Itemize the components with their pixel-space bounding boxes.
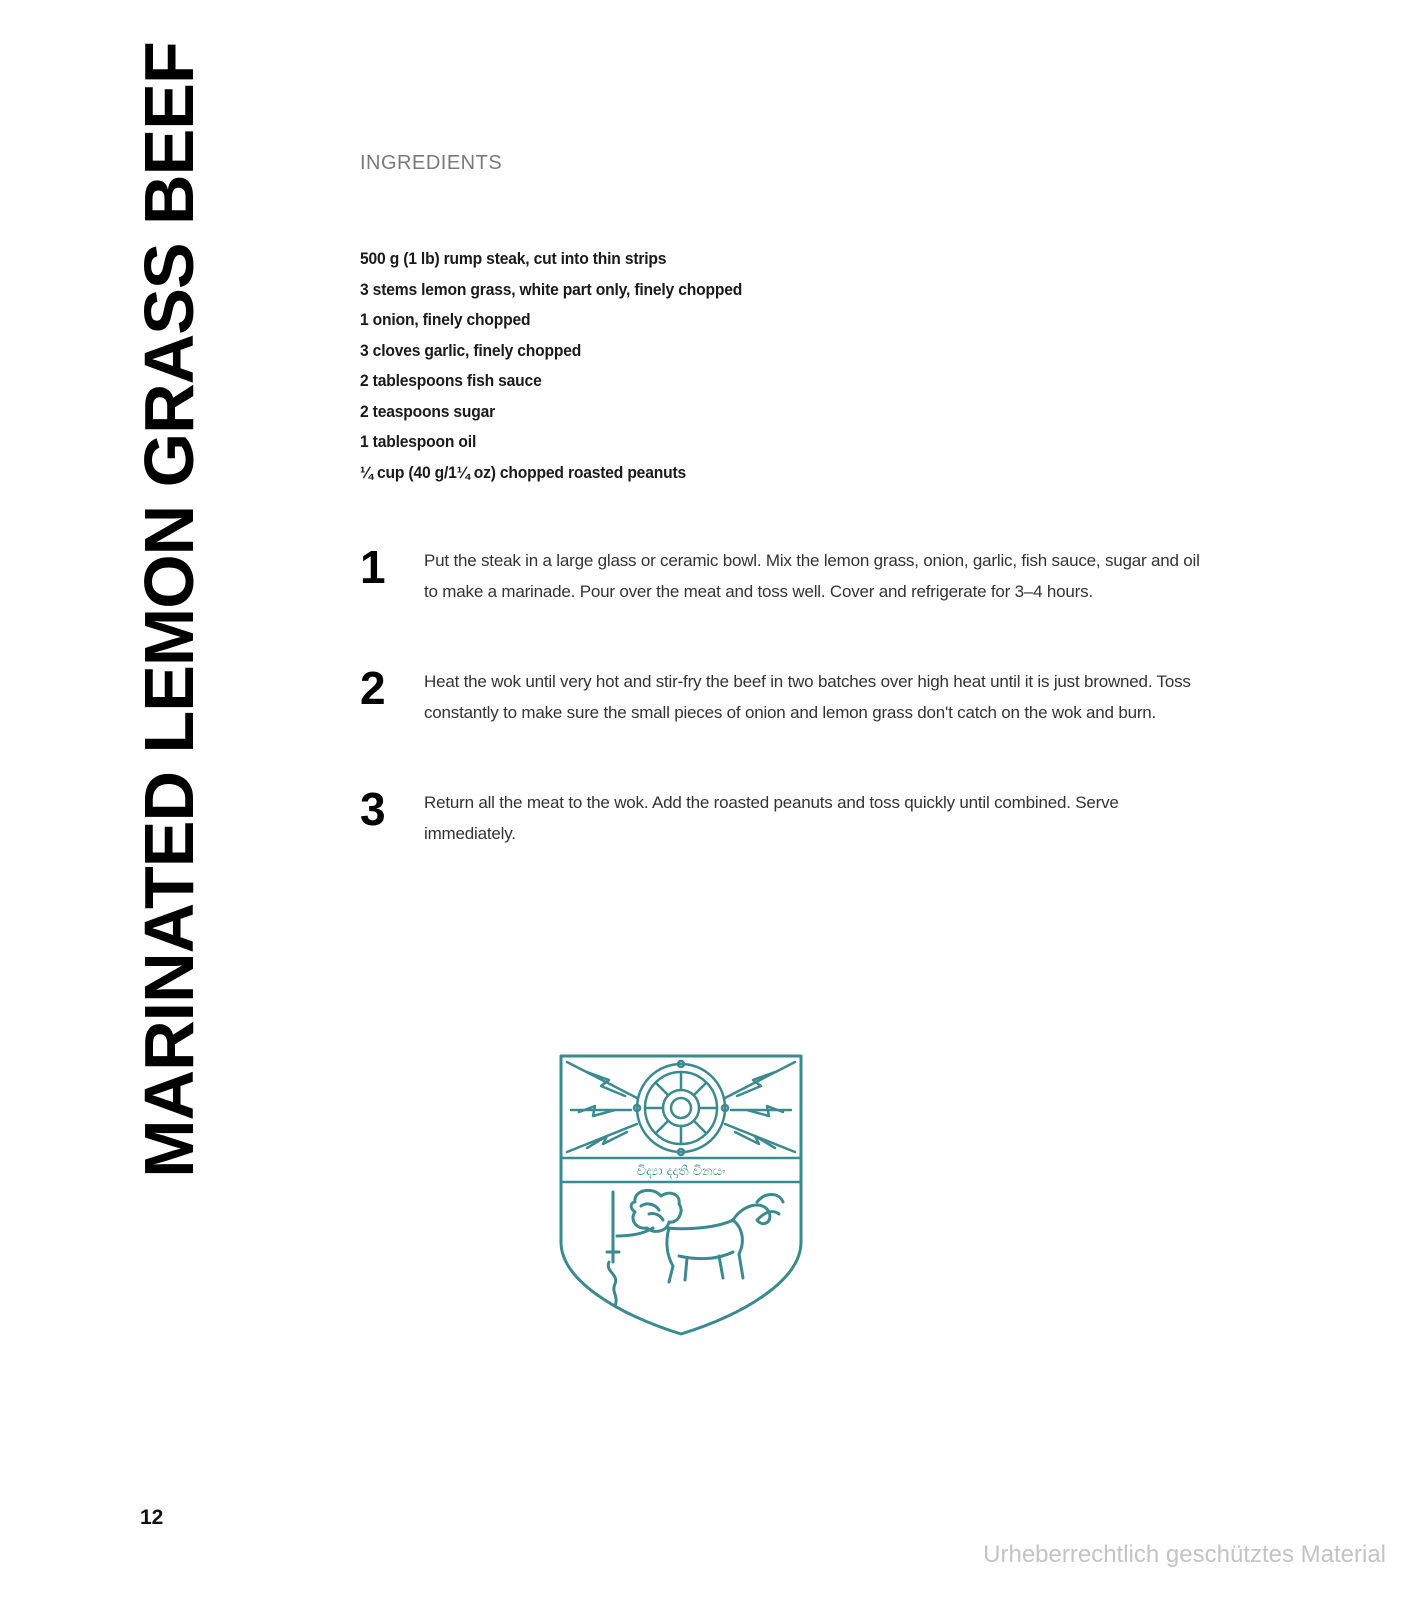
ingredient-item: 1 tablespoon oil bbox=[360, 432, 477, 451]
step-text: Return all the meat to the wok. Add the roasted peanuts and toss quickly until combined. Serve immediately. bbox=[424, 793, 1119, 843]
ingredient-item: 2 teaspoons sugar bbox=[360, 401, 496, 421]
page-number: 12 bbox=[140, 1506, 164, 1529]
ingredients-list bbox=[360, 244, 775, 488]
step-text: Put the steak in a large glass or ceramic bowl. Mix the lemon grass, onion, garlic, fish sauce, sugar and oil to make a marinade. Pour over the meat and toss well. Cover and refrigerate for 3–4 hours. bbox=[424, 551, 1200, 601]
ingredient-item: 3 cloves garlic, finely chopped bbox=[360, 340, 582, 360]
crest-emblem bbox=[557, 1052, 805, 1336]
ingredient-item: 1 onion, finely chopped bbox=[360, 310, 531, 329]
crest-motto: විද්‍යා දදාති විනයං bbox=[636, 1164, 726, 1179]
recipe-title: MARINATED LEMON GRASS BEEF bbox=[130, 41, 208, 1178]
step-number: 1 bbox=[360, 541, 386, 593]
step-number: 3 bbox=[360, 783, 386, 835]
ingredient-item: 3 stems lemon grass, white part only, finely chopped bbox=[360, 279, 743, 299]
ingredients-heading: INGREDIENTS bbox=[360, 152, 503, 174]
ingredient-item: 500 g (1 lb) rump steak, cut into thin strips bbox=[360, 249, 667, 268]
step-number: 2 bbox=[360, 662, 386, 714]
title-container bbox=[130, 41, 208, 1178]
ingredient-item: ¼ cup (40 g/1¼ oz) chopped roasted peanuts bbox=[360, 462, 686, 482]
ingredient-item: 2 tablespoons fish sauce bbox=[360, 371, 542, 390]
copyright-watermark: Urheberrechtlich geschütztes Material bbox=[983, 1541, 1386, 1568]
step-text: Heat the wok until very hot and stir-fry the beef in two batches over high heat until it is just browned. Toss constantly to make sure the small pieces of onion and lemon grass don't catch on the wok and burn. bbox=[424, 672, 1191, 722]
